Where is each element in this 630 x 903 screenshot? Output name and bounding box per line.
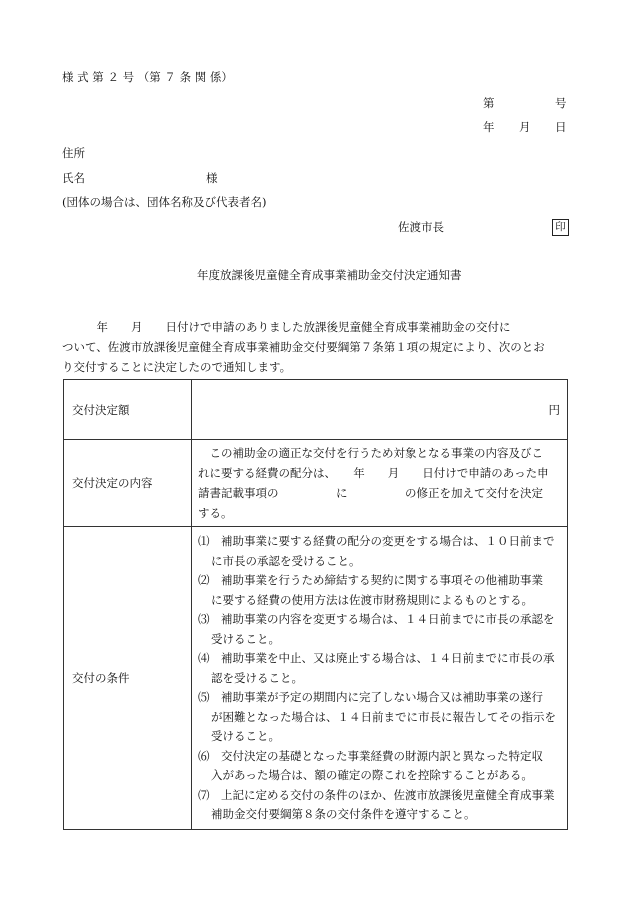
condition-item bbox=[198, 571, 560, 610]
condition-line: ⑺ 上記に定める交付の条件のほか、佐渡市放課後児童健全育成事業 bbox=[198, 787, 555, 802]
condition-item bbox=[198, 747, 560, 786]
date-day: 日 bbox=[555, 120, 567, 134]
content-line: 請書記載事項の に の修正を加えて交付を決定 bbox=[198, 486, 543, 500]
document-number-dai: 第 bbox=[483, 96, 495, 110]
condition-line: に要する経費の使用方法は佐渡市財務規則によるものとする。 bbox=[211, 592, 533, 607]
condition-line: ⑷ 補助事業を中止、又は廃止する場合は、１４日前までに市長の承 bbox=[198, 651, 555, 665]
condition-item bbox=[198, 786, 560, 825]
condition-line: 補助金交付要綱第８条の交付条件を遵守すること。 bbox=[211, 807, 476, 821]
condition-line: ⑹ 交付決定の基礎となった事業経費の財源内訳と異なった特定収 bbox=[198, 748, 543, 763]
seal-mark: 印 bbox=[552, 219, 569, 236]
content-line: この補助金の適正な交付を行うため対象となる事業の内容及びこ bbox=[198, 446, 543, 460]
table-row-amount bbox=[64, 380, 568, 440]
condition-line: 受けること。 bbox=[211, 729, 280, 743]
body-paragraph bbox=[62, 317, 568, 377]
condition-item bbox=[198, 532, 560, 571]
body-line: ついて、佐渡市放課後児童健全育成事業補助金交付要綱第７条第１項の規定により、次のとお bbox=[62, 340, 545, 354]
content-line: する。 bbox=[198, 506, 233, 520]
decision-table bbox=[63, 379, 568, 830]
condition-line: ⑴ 補助事業に要する経費の配分の変更をする場合は、１０日前まで bbox=[198, 534, 555, 548]
condition-line: が困難となった場合は、１４日前までに市長に報告してその指示を bbox=[211, 709, 556, 724]
condition-item bbox=[198, 610, 560, 649]
content-text bbox=[192, 440, 568, 527]
content-label: 交付決定の内容 bbox=[64, 440, 192, 527]
group-note: (団体の場合は、団体名称及び代表者名) bbox=[62, 195, 267, 209]
body-line: 年 月 日付けで申請のありました放課後児童健全育成事業補助金の交付に bbox=[62, 320, 511, 334]
condition-line: 入があった場合は、額の確定の際これを控除することがある。 bbox=[211, 768, 533, 782]
condition-line: ⑶ 補助事業の内容を変更する場合は、１４日前までに市長の承認を bbox=[198, 612, 555, 626]
document-title: 年度放課後児童健全育成事業補助金交付決定通知書 bbox=[197, 268, 462, 282]
name-suffix: 様 bbox=[206, 171, 218, 185]
date-year: 年 bbox=[483, 120, 495, 134]
condition-line: ⑸ 補助事業が予定の期間内に完了しない場合又は補助事業の遂行 bbox=[198, 690, 543, 704]
condition-line: 受けること。 bbox=[211, 631, 280, 646]
condition-item bbox=[198, 688, 560, 747]
table-row-content bbox=[64, 440, 568, 527]
conditions-list bbox=[192, 527, 568, 830]
content-line: れに要する経費の配分は、 年 月 日付けで申請のあった申 bbox=[198, 466, 549, 480]
condition-line: ⑵ 補助事業を行うため締結する契約に関する事項その他補助事業 bbox=[198, 573, 543, 587]
issuer-title: 佐渡市長 bbox=[398, 220, 444, 234]
body-line: り交付することに決定したので通知します。 bbox=[62, 360, 292, 374]
amount-unit: 円 bbox=[192, 380, 568, 440]
address-label: 住所 bbox=[62, 146, 85, 160]
date-month: 月 bbox=[519, 120, 531, 134]
name-label: 氏名 bbox=[62, 171, 85, 185]
amount-label: 交付決定額 bbox=[64, 380, 192, 440]
document-number-go: 号 bbox=[555, 96, 567, 110]
condition-line: に市長の承認を受けること。 bbox=[211, 553, 361, 568]
condition-line: 認を受けること。 bbox=[211, 670, 303, 685]
table-row-conditions bbox=[64, 527, 568, 830]
condition-item bbox=[198, 649, 560, 688]
conditions-label: 交付の条件 bbox=[64, 527, 192, 830]
form-number-label: 様 式 第 ２ 号 （第 ７ 条 関 係） bbox=[62, 70, 233, 84]
